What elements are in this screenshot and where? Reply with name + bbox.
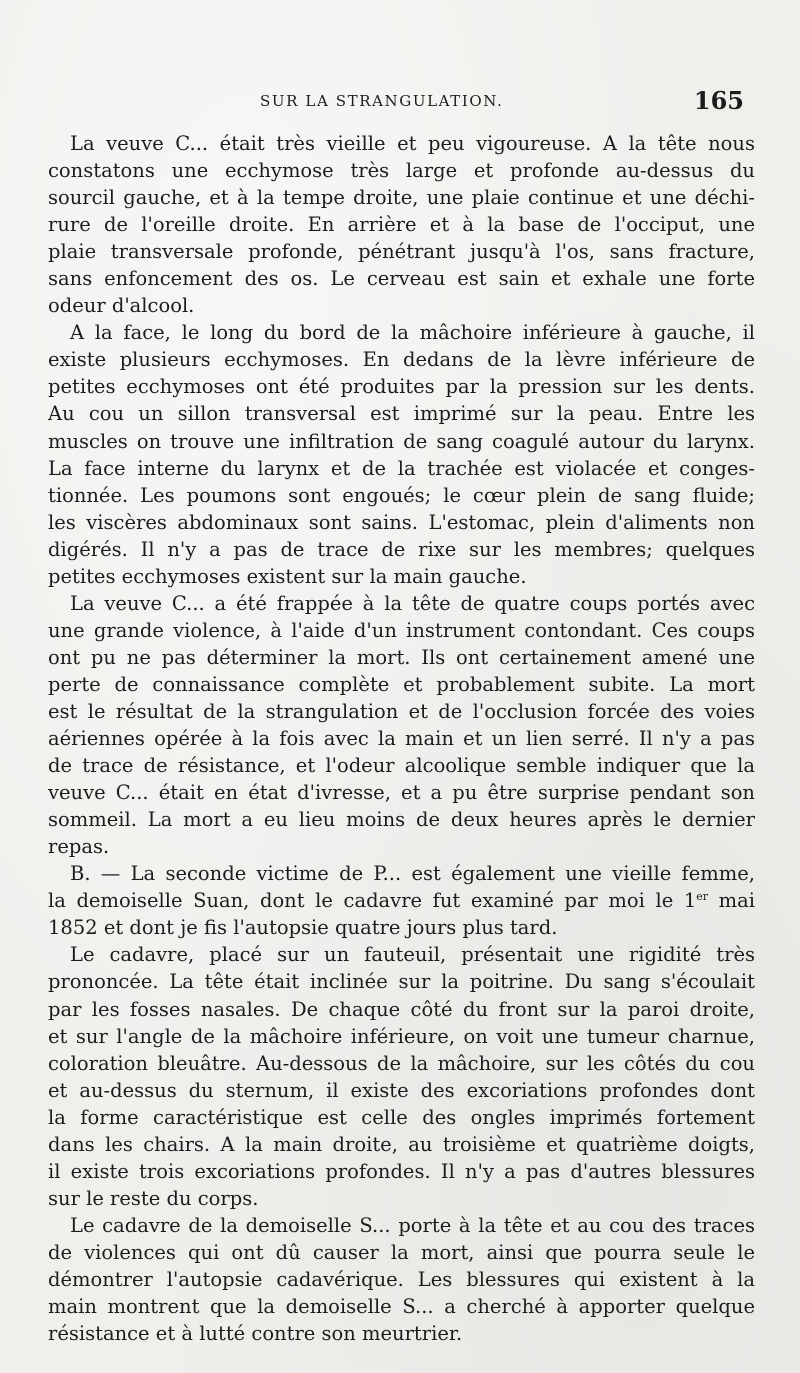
text-line: coloration bleuâtre. Au-dessous de la mâchoire, sur les côtés du cou xyxy=(48,1051,755,1075)
text-line: sur le reste du corps. xyxy=(48,1186,259,1210)
text-line: Le cadavre, placé sur un fauteuil, présentait une rigidité très xyxy=(70,943,755,967)
text-line: la forme caractéristique est celle des ongles imprimés fortement xyxy=(48,1105,755,1129)
text-line: existe plusieurs ecchymoses. En dedans de la lèvre inférieure de xyxy=(48,348,755,372)
text-line: muscles on trouve une infiltration de sang coagulé autour du larynx. xyxy=(48,429,755,453)
text-line: veuve C... était en état d'ivresse, et a pu être surprise pendant son xyxy=(48,781,755,805)
body-text xyxy=(48,130,755,1347)
date-day: 1 xyxy=(683,889,697,913)
text-line: 1852 et dont je fis l'autopsie quatre jours plus tard. xyxy=(48,916,558,940)
text-line: il existe trois excoriations profondes. Il n'y a pas d'autres blessures xyxy=(48,1159,755,1183)
text-line-segment: la demoiselle Suan, dont le cadavre fut examiné par moi le xyxy=(48,889,674,913)
text-line: dans les chairs. A la main droite, au troisième et quatrième doigts, xyxy=(48,1132,755,1156)
text-line: de violences qui ont dû causer la mort, ainsi que pourra seule le xyxy=(48,1240,755,1264)
text-line: Le cadavre de la demoiselle S... porte à la tête et au cou des traces xyxy=(70,1213,755,1237)
text-line: aériennes opérée à la fois avec la main et un lien serré. Il n'y a pas xyxy=(48,727,755,751)
date-month: mai xyxy=(718,889,756,913)
text-line: Au cou un sillon transversal est imprimé sur la peau. Entre les xyxy=(48,402,755,426)
text-line: constatons une ecchymose très large et profonde au-dessus du xyxy=(48,159,755,183)
text-line: sommeil. La mort a eu lieu moins de deux heures après le dernier xyxy=(48,808,755,832)
text-line: ont pu ne pas déterminer la mort. Ils ont certainement amené une xyxy=(48,645,755,669)
text-line: La veuve C... a été frappée à la tête de quatre coups portés avec xyxy=(70,591,755,615)
text-line: résistance et à lutté contre son meurtrier. xyxy=(48,1322,463,1346)
text-line: petites ecchymoses ont été produites par la pression sur les dents. xyxy=(48,375,755,399)
text-line: une grande violence, à l'aide d'un instrument contondant. Ces coups xyxy=(48,618,755,642)
running-title: SUR LA STRANGULATION. xyxy=(260,92,504,110)
text-line: main montrent que la demoiselle S... a cherché à apporter quelque xyxy=(48,1295,755,1319)
text-line: odeur d'alcool. xyxy=(48,294,195,318)
text-line: A la face, le long du bord de la mâchoire inférieure à gauche, il xyxy=(70,321,755,345)
page-number: 165 xyxy=(693,86,744,115)
text-line: repas. xyxy=(48,835,110,859)
text-line: démontrer l'autopsie cadavérique. Les blessures qui existent à la xyxy=(48,1267,755,1291)
text-line: de trace de résistance, et l'odeur alcoolique semble indiquer que la xyxy=(48,754,755,778)
text-line: rure de l'oreille droite. En arrière et à la base de l'occiput, une xyxy=(48,213,755,237)
text-line: les viscères abdominaux sont sains. L'estomac, plein d'aliments non xyxy=(48,510,755,534)
text-line: digérés. Il n'y a pas de trace de rixe sur les membres; quelques xyxy=(48,537,755,561)
date-superscript: er xyxy=(696,890,709,904)
running-head xyxy=(48,88,748,118)
text-line: par les fosses nasales. De chaque côté du front sur la paroi droite, xyxy=(48,997,755,1021)
text-line xyxy=(48,887,755,914)
text-line: est le résultat de la strangulation et de l'occlusion forcée des voies xyxy=(48,699,755,723)
text-line: sans enfoncement des os. Le cerveau est sain et exhale une forte xyxy=(48,267,755,291)
text-line: B. — La seconde victime de P... est également une vieille femme, xyxy=(70,862,755,886)
text-line: tionnée. Les poumons sont engoués; le cœur plein de sang fluide; xyxy=(48,483,755,507)
text-line: prononcée. La tête était inclinée sur la poitrine. Du sang s'écoulait xyxy=(48,970,755,994)
text-line: et au-dessus du sternum, il existe des excoriations profondes dont xyxy=(48,1078,755,1102)
text-line: petites ecchymoses existent sur la main gauche. xyxy=(48,564,527,588)
text-line: La veuve C... était très vieille et peu vigoureuse. A la tête nous xyxy=(70,132,755,155)
text-line: et sur l'angle de la mâchoire inférieure, on voit une tumeur charnue, xyxy=(48,1024,755,1048)
text-line: perte de connaissance complète et probablement subite. La mort xyxy=(48,672,755,696)
text-line: La face interne du larynx et de la trachée est violacée et conges- xyxy=(48,456,755,480)
text-line: plaie transversale profonde, pénétrant jusqu'à l'os, sans fracture, xyxy=(48,240,755,264)
text-line: sourcil gauche, et à la tempe droite, une plaie continue et une déchi- xyxy=(48,186,755,210)
